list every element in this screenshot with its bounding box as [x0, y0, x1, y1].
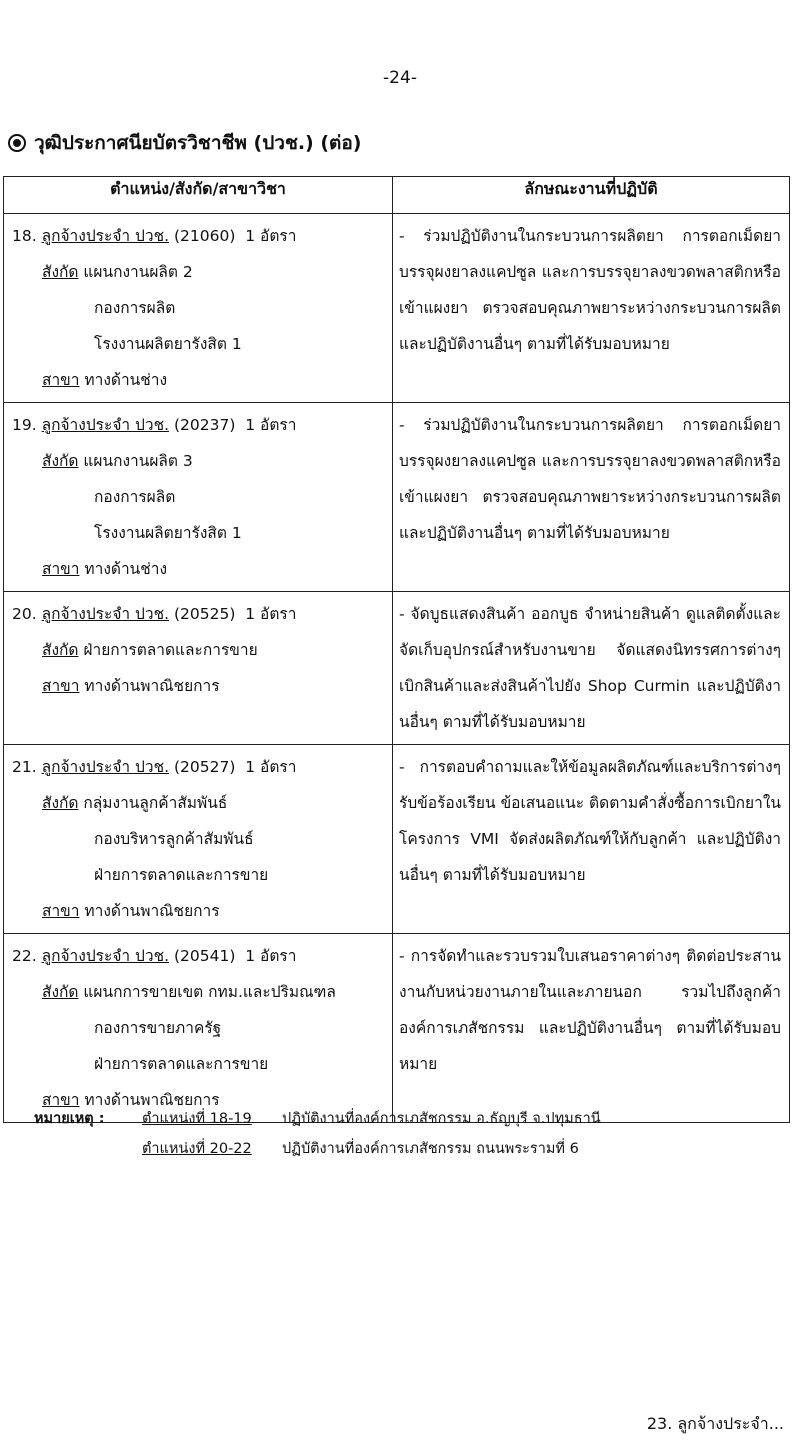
- position-title: ลูกจ้างประจำ ปวช.: [41, 947, 170, 965]
- affiliation-value: โรงงานผลิตยารังสิต 1: [94, 335, 242, 353]
- header-position: ตำแหน่ง/สังกัด/สาขาวิชา: [4, 177, 393, 214]
- position-number: 22.: [12, 947, 37, 965]
- affiliation-subline: [12, 1010, 386, 1046]
- section-title-text: วุฒิประกาศนียบัตรวิชาชีพ (ปวช.) (ต่อ): [34, 132, 362, 154]
- job-description: - ร่วมปฏิบัติงานในกระบวนการผลิตยา การตอกเม็ดยาบรรจุผงยาลงแคปซูล และการบรรจุยาลงขวดพลาสติกหรือเข้าแผงยา ตรวจสอบคุณภาพยาระหว่างกระบวนการผลิต และปฏิบัติงานอื่นๆ ตามที่ได้รับมอบหมาย: [399, 227, 781, 353]
- field-line: [12, 362, 386, 398]
- affiliation-value: ฝ่ายการตลาดและการขาย: [94, 866, 269, 884]
- field-line: [12, 551, 386, 587]
- table-row: [4, 403, 790, 592]
- position-title: ลูกจ้างประจำ ปวช.: [41, 758, 170, 776]
- affiliation-value: แผนกงานผลิต 2: [83, 263, 193, 281]
- position-cell: [4, 592, 393, 745]
- affiliation-line: [12, 632, 386, 668]
- affiliation-line: [12, 254, 386, 290]
- field-line: [12, 668, 386, 704]
- affiliation-value: ฝ่ายการตลาดและการขาย: [94, 1055, 269, 1073]
- remark-positions: ตำแหน่งที่ 20-22: [142, 1141, 252, 1157]
- field-label: สาขา: [42, 1091, 80, 1109]
- position-number: 19.: [12, 416, 37, 434]
- job-description: - การจัดทำและรวบรวมใบเสนอราคาต่างๆ ติดต่อประสานงานกับหน่วยงานภายในและภายนอก รวมไปถึงลูกค้าองค์การเภสัชกรรม และปฏิบัติงานอื่นๆ ตามที่ได้รับมอบหมาย: [399, 947, 781, 1073]
- field-value: ทางด้านพาณิชยการ: [84, 1091, 220, 1109]
- affiliation-value: กองการขายภาครัฐ: [94, 1019, 222, 1037]
- table-row: [4, 934, 790, 1123]
- position-number: 18.: [12, 227, 37, 245]
- field-label: สาขา: [42, 560, 80, 578]
- affiliation-subline: [12, 821, 386, 857]
- affiliation-subline: [12, 857, 386, 893]
- affiliation-label: สังกัด: [42, 794, 79, 812]
- position-title-line: [12, 596, 386, 632]
- affiliation-value: แผนกงานผลิต 3: [83, 452, 193, 470]
- page-number: -24-: [383, 68, 417, 88]
- remark-row: [34, 1134, 601, 1164]
- position-quota: 1 อัตรา: [245, 947, 297, 965]
- affiliation-value: กองการผลิต: [94, 488, 176, 506]
- table-row: [4, 214, 790, 403]
- position-quota: 1 อัตรา: [245, 605, 297, 623]
- position-title: ลูกจ้างประจำ ปวช.: [41, 416, 170, 434]
- description-cell: [393, 592, 790, 745]
- continued-next-page: 23. ลูกจ้างประจำ...: [646, 1414, 784, 1433]
- description-cell: [393, 403, 790, 592]
- remark-location: ปฏิบัติงานที่องค์การเภสัชกรรม ถนนพระรามที่ 6: [282, 1141, 579, 1157]
- header-job-description: ลักษณะงานที่ปฏิบัติ: [393, 177, 790, 214]
- field-value: ทางด้านช่าง: [84, 371, 168, 389]
- position-number: 21.: [12, 758, 37, 776]
- section-title: [8, 128, 361, 158]
- position-title: ลูกจ้างประจำ ปวช.: [41, 605, 170, 623]
- job-description: - จัดบูธแสดงสินค้า ออกบูธ จำหน่ายสินค้า ดูแลติดตั้งและจัดเก็บอุปกรณ์สำหรับงานขาย จัดแสดงนิทรรศการต่างๆ เบิกสินค้าและส่งสินค้าไปยัง Shop Curmin และปฏิบัติงานอื่นๆ ตามที่ได้รับมอบหมาย: [399, 605, 781, 731]
- affiliation-value: โรงงานผลิตยารังสิต 1: [94, 524, 242, 542]
- position-title-line: [12, 749, 386, 785]
- position-code: (20237): [173, 416, 236, 434]
- position-cell: [4, 934, 393, 1123]
- position-quota: 1 อัตรา: [245, 758, 297, 776]
- table-row: [4, 745, 790, 934]
- affiliation-label: สังกัด: [42, 452, 79, 470]
- position-title-line: [12, 938, 386, 974]
- remark-positions: ตำแหน่งที่ 18-19: [142, 1111, 252, 1127]
- affiliation-value: กองการผลิต: [94, 299, 176, 317]
- position-quota: 1 อัตรา: [245, 416, 297, 434]
- field-label: สาขา: [42, 902, 80, 920]
- affiliation-line: [12, 443, 386, 479]
- position-title-line: [12, 407, 386, 443]
- affiliation-value: กองบริหารลูกค้าสัมพันธ์: [94, 830, 254, 848]
- field-value: ทางด้านช่าง: [84, 560, 168, 578]
- remark-label: หมายเหตุ :: [34, 1111, 105, 1127]
- affiliation-value: ฝ่ายการตลาดและการขาย: [83, 641, 258, 659]
- radio-bullet-icon: [8, 134, 26, 152]
- affiliation-subline: [12, 290, 386, 326]
- description-cell: [393, 934, 790, 1123]
- remarks: [34, 1104, 601, 1164]
- position-code: (20541): [173, 947, 236, 965]
- affiliation-value: แผนกการขายเขต กทม.และปริมณฑล: [83, 983, 336, 1001]
- affiliation-subline: [12, 1046, 386, 1082]
- position-title: ลูกจ้างประจำ ปวช.: [41, 227, 170, 245]
- affiliation-label: สังกัด: [42, 263, 79, 281]
- job-description: - การตอบคำถามและให้ข้อมูลผลิตภัณฑ์และบริการต่างๆ รับข้อร้องเรียน ข้อเสนอแนะ ติดตามคำสั่งซื้อการเบิกยาในโครงการ VMI จัดส่งผลิตภัณฑ์ให้กับลูกค้า และปฏิบัติงานอื่นๆ ตามที่ได้รับมอบหมาย: [399, 758, 781, 884]
- affiliation-line: [12, 785, 386, 821]
- position-title-line: [12, 218, 386, 254]
- table-row: [4, 592, 790, 745]
- remark-location: ปฏิบัติงานที่องค์การเภสัชกรรม อ.ธัญบุรี จ.ปทุมธานี: [282, 1111, 601, 1127]
- position-cell: [4, 403, 393, 592]
- position-code: (21060): [173, 227, 236, 245]
- position-cell: [4, 214, 393, 403]
- remark-row: [34, 1104, 601, 1134]
- field-line: [12, 893, 386, 929]
- affiliation-line: [12, 974, 386, 1010]
- affiliation-value: กลุ่มงานลูกค้าสัมพันธ์: [83, 794, 228, 812]
- position-cell: [4, 745, 393, 934]
- table-header-row: [4, 177, 790, 214]
- affiliation-subline: [12, 326, 386, 362]
- position-code: (20527): [173, 758, 236, 776]
- description-cell: [393, 745, 790, 934]
- position-number: 20.: [12, 605, 37, 623]
- remark-label-spacer: [34, 1134, 142, 1164]
- job-positions-table: [3, 176, 790, 1123]
- position-quota: 1 อัตรา: [245, 227, 297, 245]
- affiliation-subline: [12, 515, 386, 551]
- field-label: สาขา: [42, 677, 80, 695]
- affiliation-subline: [12, 479, 386, 515]
- field-label: สาขา: [42, 371, 80, 389]
- affiliation-label: สังกัด: [42, 983, 79, 1001]
- description-cell: [393, 214, 790, 403]
- field-value: ทางด้านพาณิชยการ: [84, 677, 220, 695]
- affiliation-label: สังกัด: [42, 641, 79, 659]
- field-value: ทางด้านพาณิชยการ: [84, 902, 220, 920]
- position-code: (20525): [173, 605, 236, 623]
- job-description: - ร่วมปฏิบัติงานในกระบวนการผลิตยา การตอกเม็ดยาบรรจุผงยาลงแคปซูล และการบรรจุยาลงขวดพลาสติกหรือเข้าแผงยา ตรวจสอบคุณภาพยาระหว่างกระบวนการผลิต และปฏิบัติงานอื่นๆ ตามที่ได้รับมอบหมาย: [399, 416, 781, 542]
